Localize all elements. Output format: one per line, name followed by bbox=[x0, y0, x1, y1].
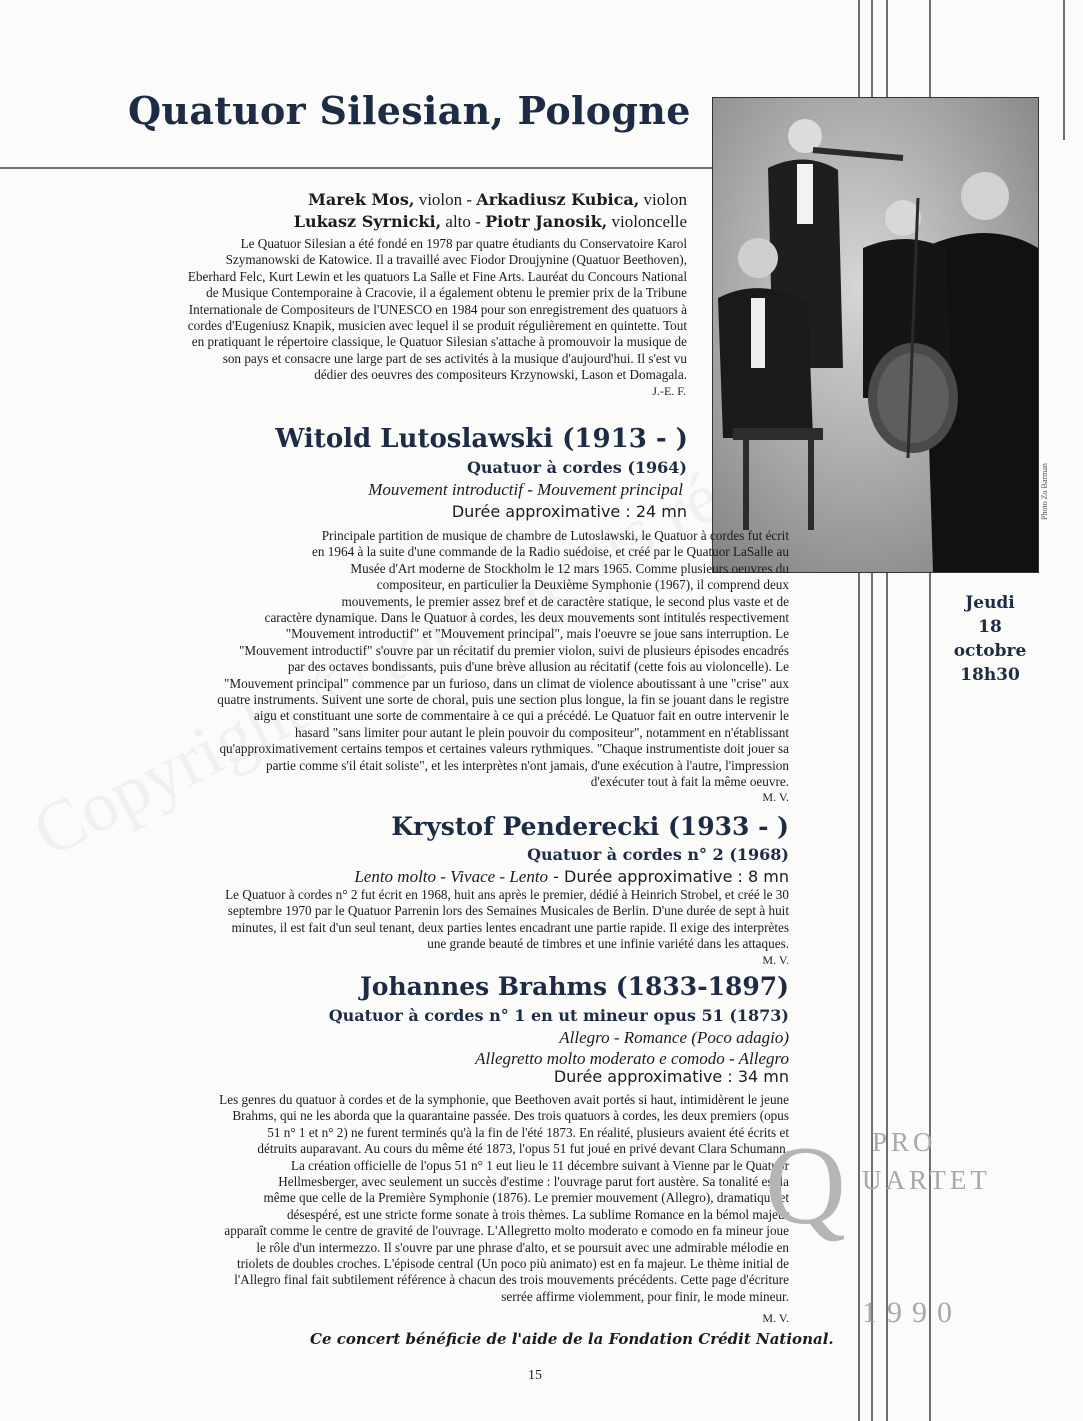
work-title-brahms: Quatuor à cordes n° 1 en ut mineur opus 51 (1873) bbox=[328, 1006, 789, 1025]
concert-day-number: 18 bbox=[978, 617, 1002, 637]
performers-line-1: Marek Mos, violon - Arkadiusz Kubica, violon bbox=[308, 190, 687, 209]
work-title-lutoslawski: Quatuor à cordes (1964) bbox=[466, 458, 687, 477]
concert-date bbox=[945, 591, 1035, 687]
page-number: 15 bbox=[528, 1368, 542, 1383]
photo-credit: Photo Zo Barman bbox=[1040, 463, 1049, 520]
logo-year: 1990 bbox=[862, 1296, 962, 1329]
signature-lutoslawski: M. V. bbox=[762, 790, 789, 804]
work-title-penderecki: Quatuor à cordes n° 2 (1968) bbox=[527, 845, 789, 864]
movements-brahms-1: Allegro - Romance (Poco adagio) bbox=[559, 1028, 789, 1047]
text-brahms: Les genres du quatuor à cordes et de la symphonie, que Beethoven avait portés si haut, intimidèrent le jeune Brahms, qui ne les aborda que la quarantaine passée. Des trois quatuors à cordes, les deux premiers (opus 51 n° 1 et n° 2) ne furent terminés qu'à la fin de l'été 1873. En réalité, plusieurs avaient été écrits et détruits auparavant. Au cours du même été 1873, l'opus 51 fut joué en privé devant Clara Schumann. La création officielle de l'opus 51 n° 1 eut lieu le 11 décembre suivant à Vienne par le Quatuor Hellmesberger, avec seulement un succès d'estime : l'ouvrage parut fort austère. Sa tonalité est la même que celle de la Première Symphonie (1876). Le premier mouvement (Allegro), dramatique et désespéré, est une stricte forme sonate à trois thèmes. La sublime Romance en la bémol majeur apparaît comme le centre de gravité de l'ouvrage. L'Allegretto molto moderato e comodo en fa mineur joue le rôle d'un intermezzo. Il s'ouvre par une phrase d'alto, et se poursuit avec une admirable mélodie en triolets de doubles croches. L'épisode central (Un poco più animato) est en fa majeur. Le thème initial de l'Allegro final fait subtilement référence à chacun des trois mouvements précédents. Cette page d'écriture serrée affirme violemment, pour finir, le mode mineur. bbox=[219, 1092, 789, 1304]
duration-lutoslawski: Durée approximative : 24 mn bbox=[451, 502, 687, 521]
concert-month: octobre bbox=[953, 641, 1027, 661]
performers-line-2: Lukasz Syrnicki, alto - Piotr Janosik, violoncelle bbox=[293, 212, 687, 231]
logo-pro: PRO bbox=[872, 1127, 937, 1157]
movements-brahms-2: Allegretto molto moderato e comodo - Allegro bbox=[475, 1049, 789, 1068]
composer-brahms: Johannes Brahms (1833-1897) bbox=[359, 972, 789, 1001]
composer-penderecki: Krystof Penderecki (1933 - ) bbox=[391, 812, 789, 841]
sponsor-note: Ce concert bénéficie de l'aide de la Fondation Crédit National. bbox=[310, 1330, 834, 1348]
logo-q: Q bbox=[765, 1124, 846, 1248]
movements-lutoslawski: Mouvement introductif - Mouvement principal bbox=[368, 480, 683, 499]
text-penderecki: Le Quatuor à cordes n° 2 fut écrit en 1968, huit ans après le premier, dédié à Heinrich Strobel, et créé le 30 septembre 1970 par le Quatuor Parrenin lors des Semaines Musicales de Berlin. D'une durée de sept à huit minutes, il est fait d'un seul tenant, deux parties lentes encadrant une partie rapide. Il exige des interprètes une grande beauté de timbres et une infinie variété dans les attaques. bbox=[225, 887, 789, 952]
duration-brahms: Durée approximative : 34 mn bbox=[553, 1067, 789, 1086]
performers bbox=[294, 189, 687, 233]
decorative-rule bbox=[1063, 0, 1065, 140]
concert-day: Jeudi bbox=[965, 593, 1015, 613]
signature-penderecki: M. V. bbox=[762, 953, 789, 967]
page-title: Quatuor Silesian, Pologne bbox=[128, 88, 691, 133]
quartet-photo bbox=[712, 97, 1039, 573]
intro-signature: J.-E. F. bbox=[652, 384, 686, 398]
text-lutoslawski: Principale partition de musique de chambre de Lutoslawski, le Quatuor à cordes fut écrit en 1964 à la suite d'une commande de la Radio suédoise, et créé par le Quatuor LaSalle au Musée d'Art moderne de Stockholm le 12 mars 1965. Comme plusieurs oeuvres du compositeur, en particulier la Deuxième Symphonie (1967), il comprend deux mouvements, le premier assez bref et de caractère statique, le second plus vaste et de caractère dynamique. Dans le Quatuor à cordes, les deux mouvements sont intitulés respectivement "Mouvement introductif" et "Mouvement principal", mais l'oeuvre se joue sans interruption. Le "Mouvement introductif" s'ouvre par un récitatif du premier violon, suivi de plusieurs épisodes encadrés par des octaves bondissants, puis d'une brève allusion au récitatif (cette fois au violoncelle). Le "Mouvement principal" commence par un furioso, dans un climat de violence aboutissant à une "crise" aux quatre instruments. Suivent une sorte de choral, puis une section plus longue, la fin se jouant dans le registre aigu et constituant une sorte de commentaire à ce qui a précédé. Le Quatuor fait en outre intervenir le hasard "sans limiter pour autant le plein pouvoir du compositeur", notamment en n'établissant qu'approximativement certains tempos et certaines valeurs rythmiques. "Chaque instrumentiste doit jouer sa partie comme s'il était soliste", et les interprètes n'ont jamais, d'une exécution à l'autre, l'impression d'exécuter tout à fait la même oeuvre. bbox=[217, 528, 789, 790]
concert-time: 18h30 bbox=[960, 665, 1020, 685]
signature-brahms: M. V. bbox=[762, 1311, 789, 1325]
logo-uartet: UARTET bbox=[862, 1165, 991, 1195]
header-rule bbox=[0, 167, 712, 169]
intro-text: Le Quatuor Silesian a été fondé en 1978 par quatre étudiants du Conservatoire Karol Szymanowski de Katowice. Il a travaillé avec Fiodor Droujynine (Quatuor Beethoven), Eberhard Felc, Kurt Lewin et les quatuors La Salle et Fine Arts. Lauréat du Concours National de Musique Contemporaine à Cracovie, il a également obtenu le premier prix de la Tribune Internationale de Compositeurs de l'UNESCO en 1984 pour son enregistrement des quatuors à cordes d'Eugeniusz Knapik, musicien avec lequel il se produit régulièrement en quintette. Tout en pratiquant le répertoire classique, le Quatuor Silesian s'attache à promouvoir la musique de son pays et consacre une large part de ses activités à la musique d'aujourd'hui. Il s'est vu dédier des oeuvres des compositeurs Krzynowski, Lason et Domagala. bbox=[187, 236, 687, 383]
movements-penderecki: Lento molto - Vivace - Lento - Durée approximative : 8 mn bbox=[354, 867, 789, 886]
composer-lutoslawski: Witold Lutoslawski (1913 - ) bbox=[275, 424, 688, 454]
